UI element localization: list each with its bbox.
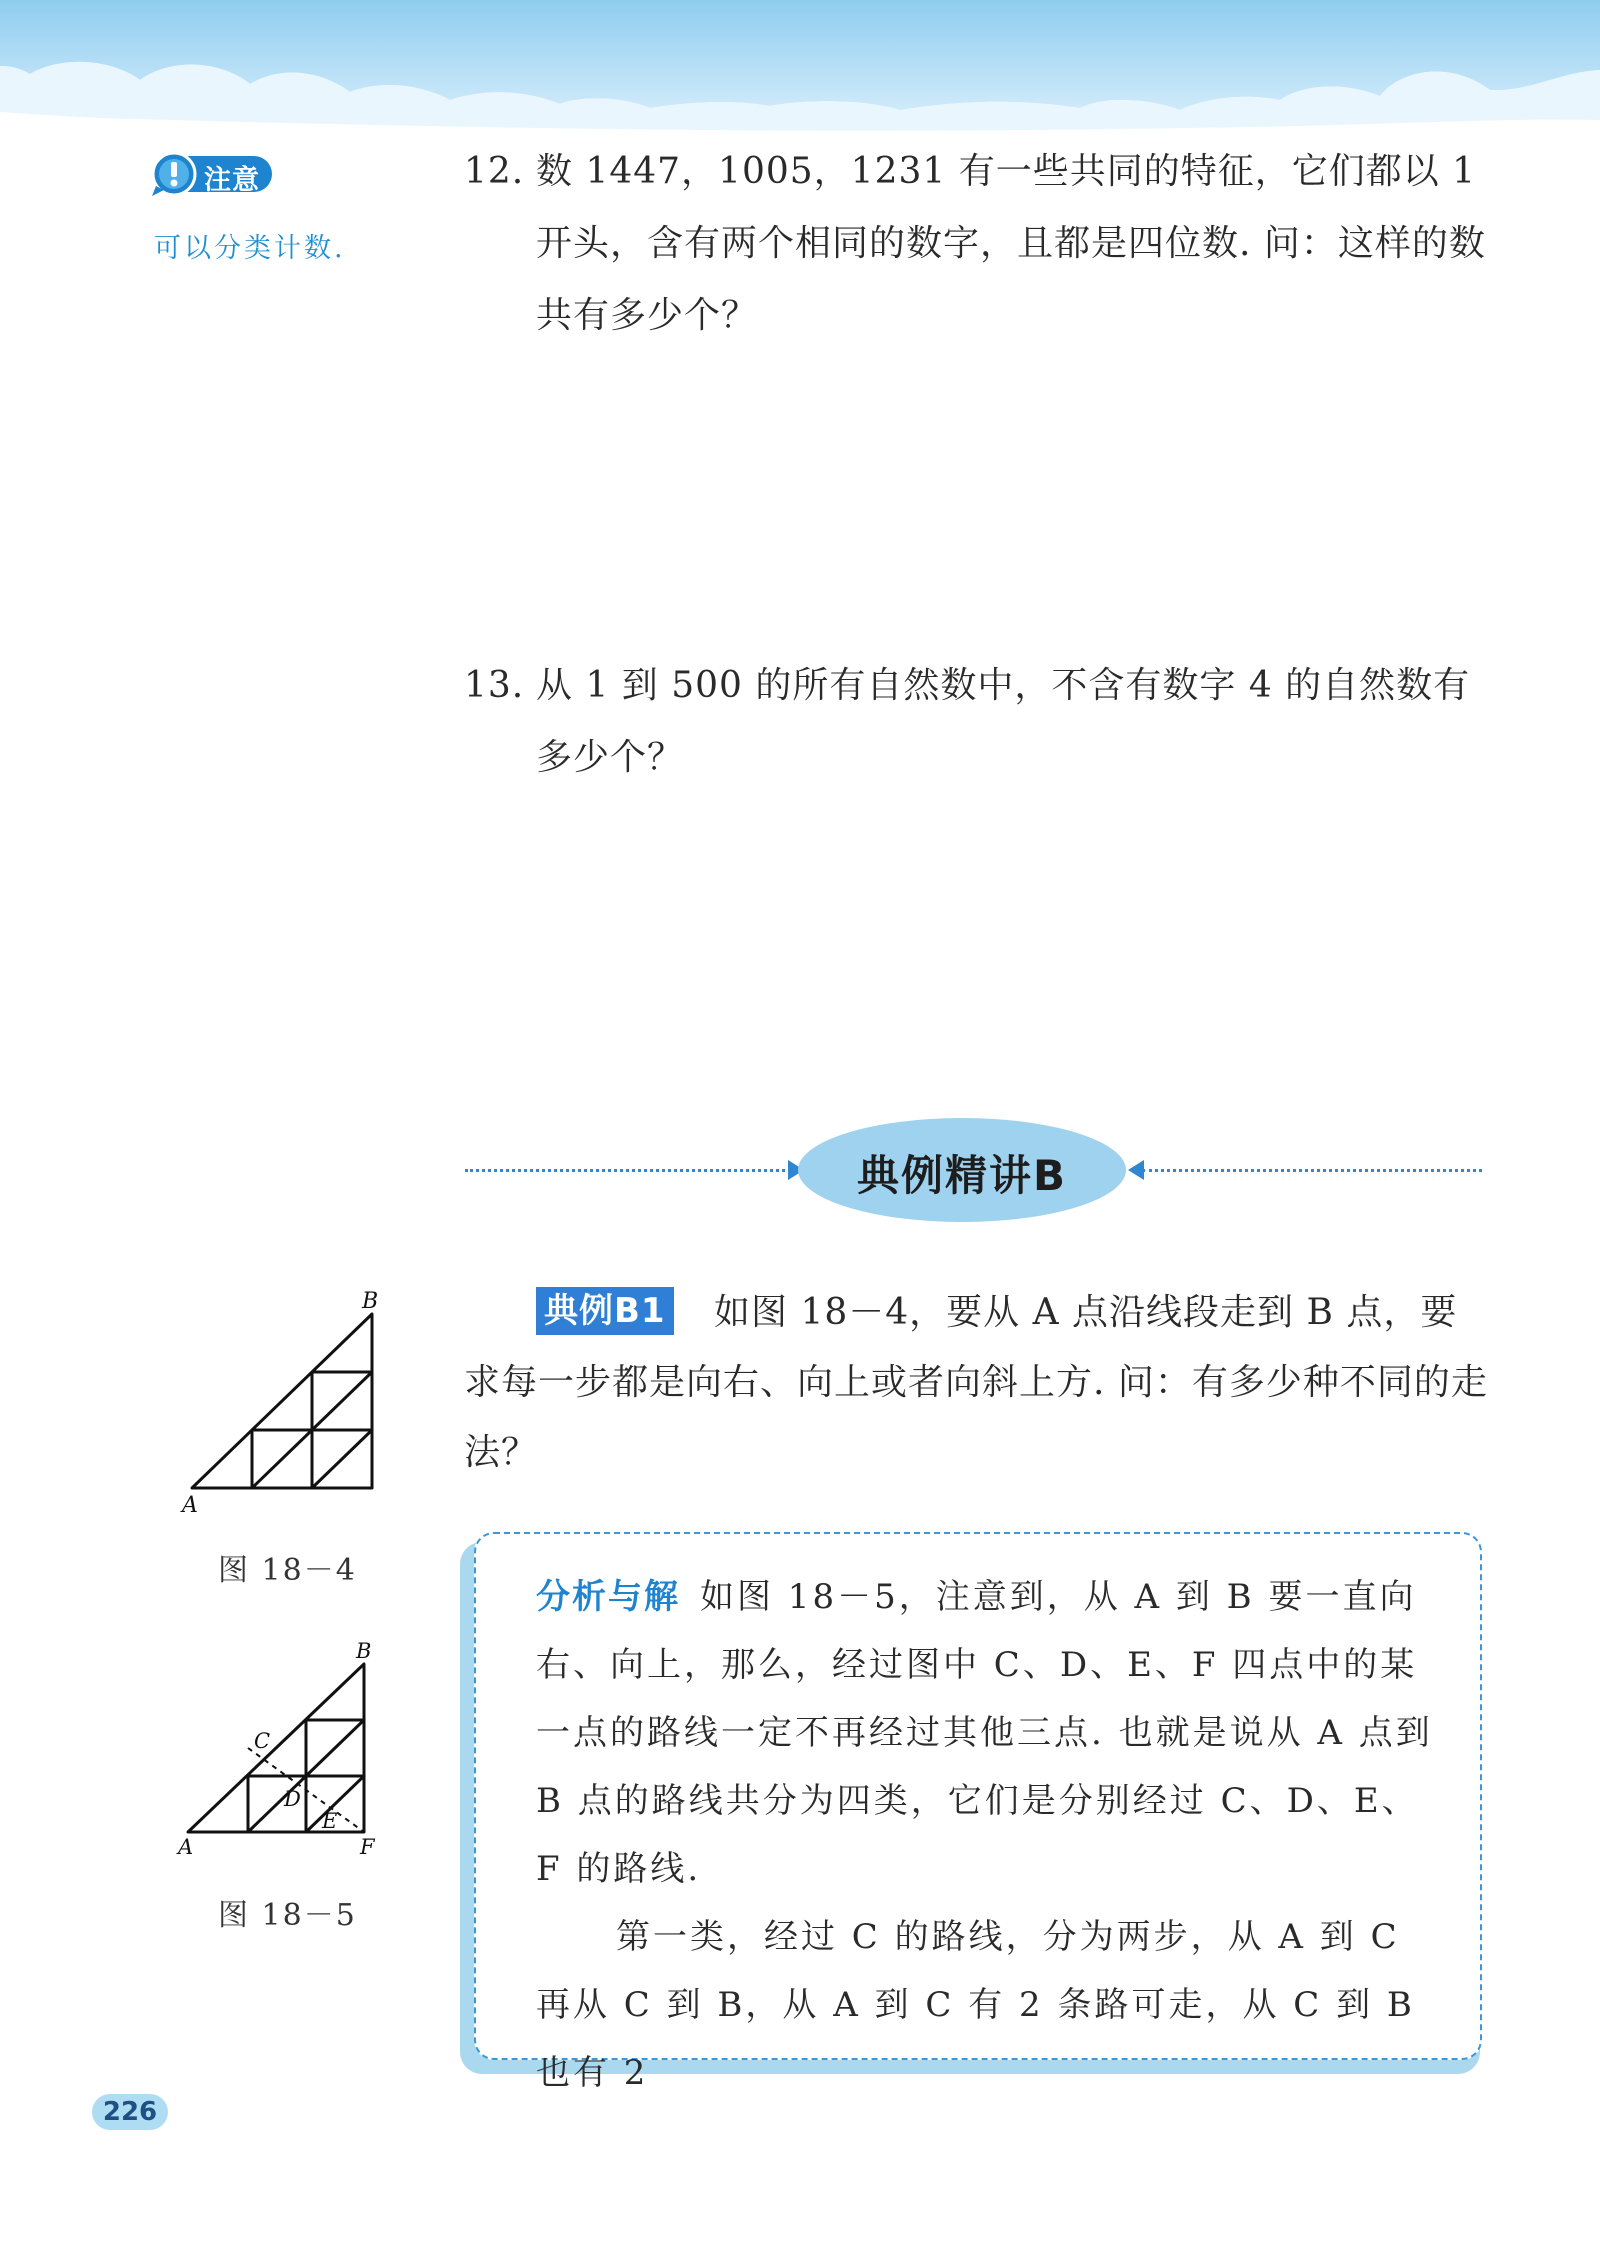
point-label-b: B — [356, 1639, 372, 1663]
point-label-b: B — [362, 1290, 379, 1314]
example-tag: 典例B1 — [536, 1287, 674, 1335]
example-text: 如图 18－4，要从 A 点沿线段走到 B 点，要求每一步都是向右、向上或者向斜上方. 问：有多少种不同的走法？ — [464, 1292, 1488, 1473]
figure-18-5 — [176, 1636, 386, 1868]
figure-18-4-caption: 图 18－4 — [218, 1553, 357, 1588]
analysis-text — [536, 1563, 1436, 2107]
figure-18-4 — [180, 1290, 390, 1520]
note-badge — [150, 152, 274, 196]
section-heading: 典例精讲B — [856, 1151, 1067, 1200]
problem-text: 从 1 到 500 的所有自然数中，不含有数字 4 的自然数有多少个？ — [536, 665, 1471, 778]
figure-18-5-caption: 图 18－5 — [218, 1898, 357, 1933]
problem-number: 13. — [464, 665, 525, 706]
problem-text: 数 1447，1005，1231 有一些共同的特征，它们都以 1 开头，含有两个相同的数字，且都是四位数. 问：这样的数共有多少个？ — [536, 151, 1486, 336]
problem-number: 12. — [464, 151, 525, 192]
note-text: 可以分类计数. — [154, 233, 346, 264]
analysis-paragraph-2: 第一类，经过 C 的路线，分为两步，从 A 到 C 再从 C 到 B，从 A 到 C 有 2 条路可走，从 C 到 B 也有 2 — [536, 1917, 1415, 2093]
page-number: 226 — [92, 2094, 168, 2130]
problem-13 — [464, 650, 1504, 810]
header-sky-decoration — [0, 0, 1600, 150]
point-label-a: A — [178, 1835, 194, 1859]
point-label-f: F — [360, 1835, 375, 1859]
analysis-paragraph-1: 如图 18－5，注意到，从 A 到 B 要一直向右、向上，那么，经过图中 C、D、E、F 四点中的某一点的路线一定不再经过其他三点. 也就是说从 A 点到 B 点的路线共分为四类，它们是分别经过 C、D、E、F 的路线. — [536, 1577, 1433, 1889]
point-label-c: C — [254, 1729, 271, 1753]
analysis-title: 分析与解 — [536, 1577, 680, 1617]
point-label-d: D — [284, 1787, 301, 1811]
heading-divider-right — [1142, 1169, 1482, 1172]
point-label-e: E — [322, 1809, 338, 1833]
point-label-a: A — [182, 1493, 198, 1518]
heading-divider-left — [465, 1169, 791, 1172]
note-label: 注意 — [204, 165, 260, 196]
problem-12 — [464, 136, 1504, 366]
